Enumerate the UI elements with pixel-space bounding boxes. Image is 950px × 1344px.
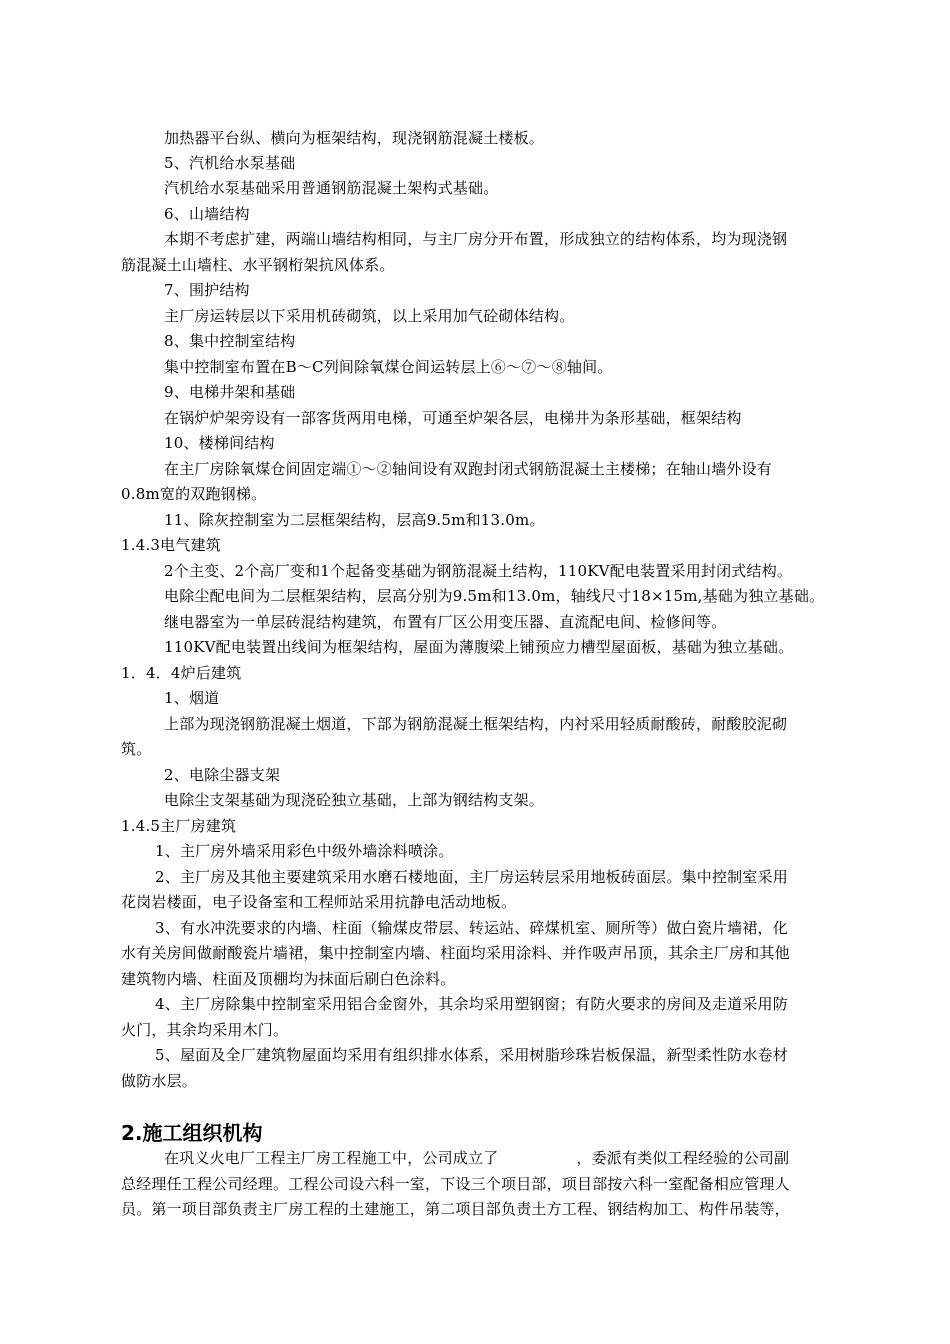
text-line: 筑。 [121, 740, 152, 758]
text-line: 9、电梯井架和基础 [164, 383, 296, 401]
text-fragment: ，委派有类似工程经验的公司副 [576, 1149, 790, 1167]
text-line: 110KV配电装置出线间为框架结构，屋面为薄腹梁上铺预应力槽型屋面板，基础为独立基础。 [164, 638, 794, 656]
text-line: 11、除灰控制室为二层框架结构，层高9.5m和13.0m。 [164, 511, 545, 529]
text-line: 5、汽机给水泵基础 [164, 154, 296, 172]
text-line: 电除尘配电间为二层框架结构，层高分别为9.5m和13.0m，轴线尺寸18×15m,基础为独立基础。 [164, 587, 825, 605]
text-line: 汽机给水泵基础采用普通钢筋混凝土架构式基础。 [164, 179, 499, 197]
text-line: 筋混凝土山墙柱、水平钢桁架抗风体系。 [121, 256, 395, 274]
text-fragment: 在巩义火电厂工程主厂房工程施工中，公司成立了 [164, 1149, 499, 1167]
text-line: 火门，其余均采用木门。 [121, 1021, 289, 1039]
text-line: 8、集中控制室结构 [164, 332, 296, 350]
text-line: 0.8m宽的双跑钢梯。 [121, 485, 267, 503]
text-line: 继电器室为一单层砖混结构建筑，布置有厂区公用变压器、直流配电间、检修间等。 [164, 613, 727, 631]
text-line: 10、楼梯间结构 [164, 434, 275, 452]
section-heading-1-4-3: 1.4.3电气建筑 [121, 536, 221, 554]
text-line: 花岗岩楼面，电子设备室和工程师站采用抗静电活动地板。 [121, 893, 517, 911]
text-line [164, 1148, 789, 1168]
text-line: 上部为现浇钢筋混凝土烟道，下部为钢筋混凝土框架结构，内衬采用轻质耐酸砖，耐酸胶泥砌 [164, 715, 788, 733]
text-line: 4、主厂房除集中控制室采用铝合金窗外，其余均采用塑钢窗；有防火要求的房间及走道采用防 [155, 995, 788, 1013]
text-line: 7、围护结构 [164, 281, 250, 299]
text-line: 电除尘支架基础为现浇砼独立基础，上部为钢结构支架。 [164, 791, 545, 809]
text-line: 在主厂房除氧煤仓间固定端①～②轴间设有双跑封闭式钢筋混凝土主楼梯；在轴山墙外设有 [164, 460, 773, 478]
text-line: 5、屋面及全厂建筑物屋面均采用有组织排水体系，采用树脂珍珠岩板保温，新型柔性防水卷材 [155, 1046, 788, 1064]
text-line: 集中控制室布置在B～C列间除氧煤仓间运转层上⑥～⑦～⑧轴间。 [164, 358, 613, 376]
text-line: 水有关房间做耐酸瓷片墙裙，集中控制室内墙、柱面均采用涂料、并作吸声吊顶，其余主厂房和其他 [121, 944, 790, 962]
text-line: 1、烟道 [164, 689, 220, 707]
text-line: 1、主厂房外墙采用彩色中级外墙涂料喷涂。 [155, 842, 454, 860]
text-line: 本期不考虑扩建，两端山墙结构相同，与主厂房分开布置，形成独立的结构体系，均为现浇钢 [164, 230, 788, 248]
section-heading-2: 2.施工组织机构 [121, 1121, 263, 1145]
section-heading-1-4-5: 1.4.5主厂房建筑 [121, 817, 237, 835]
text-line: 总经理任工程公司经理。工程公司设六科一室，下设三个项目部，项目部按六科一室配备相应管理人 [121, 1175, 790, 1193]
text-line: 建筑物内墙、柱面及顶棚均为抹面后刷白色涂料。 [121, 970, 456, 988]
section-heading-1-4-4: 1．4．4炉后建筑 [121, 664, 242, 682]
text-line: 6、山墙结构 [164, 205, 250, 223]
text-line: 员。第一项目部负责主厂房工程的土建施工，第二项目部负责土方工程、钢结构加工、构件吊装等， [121, 1200, 790, 1218]
text-line: 3、有水冲洗要求的内墙、柱面（输煤皮带层、转运站、碎煤机室、厕所等）做白瓷片墙裙，化 [155, 919, 788, 937]
text-line: 2、主厂房及其他主要建筑采用水磨石楼地面，主厂房运转层采用地板砖面层。集中控制室采用 [155, 868, 788, 886]
text-line: 加热器平台纵、横向为框架结构，现浇钢筋混凝土楼板。 [164, 129, 545, 147]
text-line: 主厂房运转层以下采用机砖砌筑，以上采用加气砼砌体结构。 [164, 307, 575, 325]
text-line: 2、电除尘器支架 [164, 766, 281, 784]
text-line: 在锅炉炉架旁设有一部客货两用电梯，可通至炉架各层，电梯井为条形基础，框架结构 [164, 409, 742, 427]
text-line: 2个主变、2个高厂变和1个起备变基础为钢筋混凝土结构，110KV配电装置采用封闭式结构。 [164, 562, 793, 580]
text-line: 做防水层。 [121, 1072, 198, 1090]
